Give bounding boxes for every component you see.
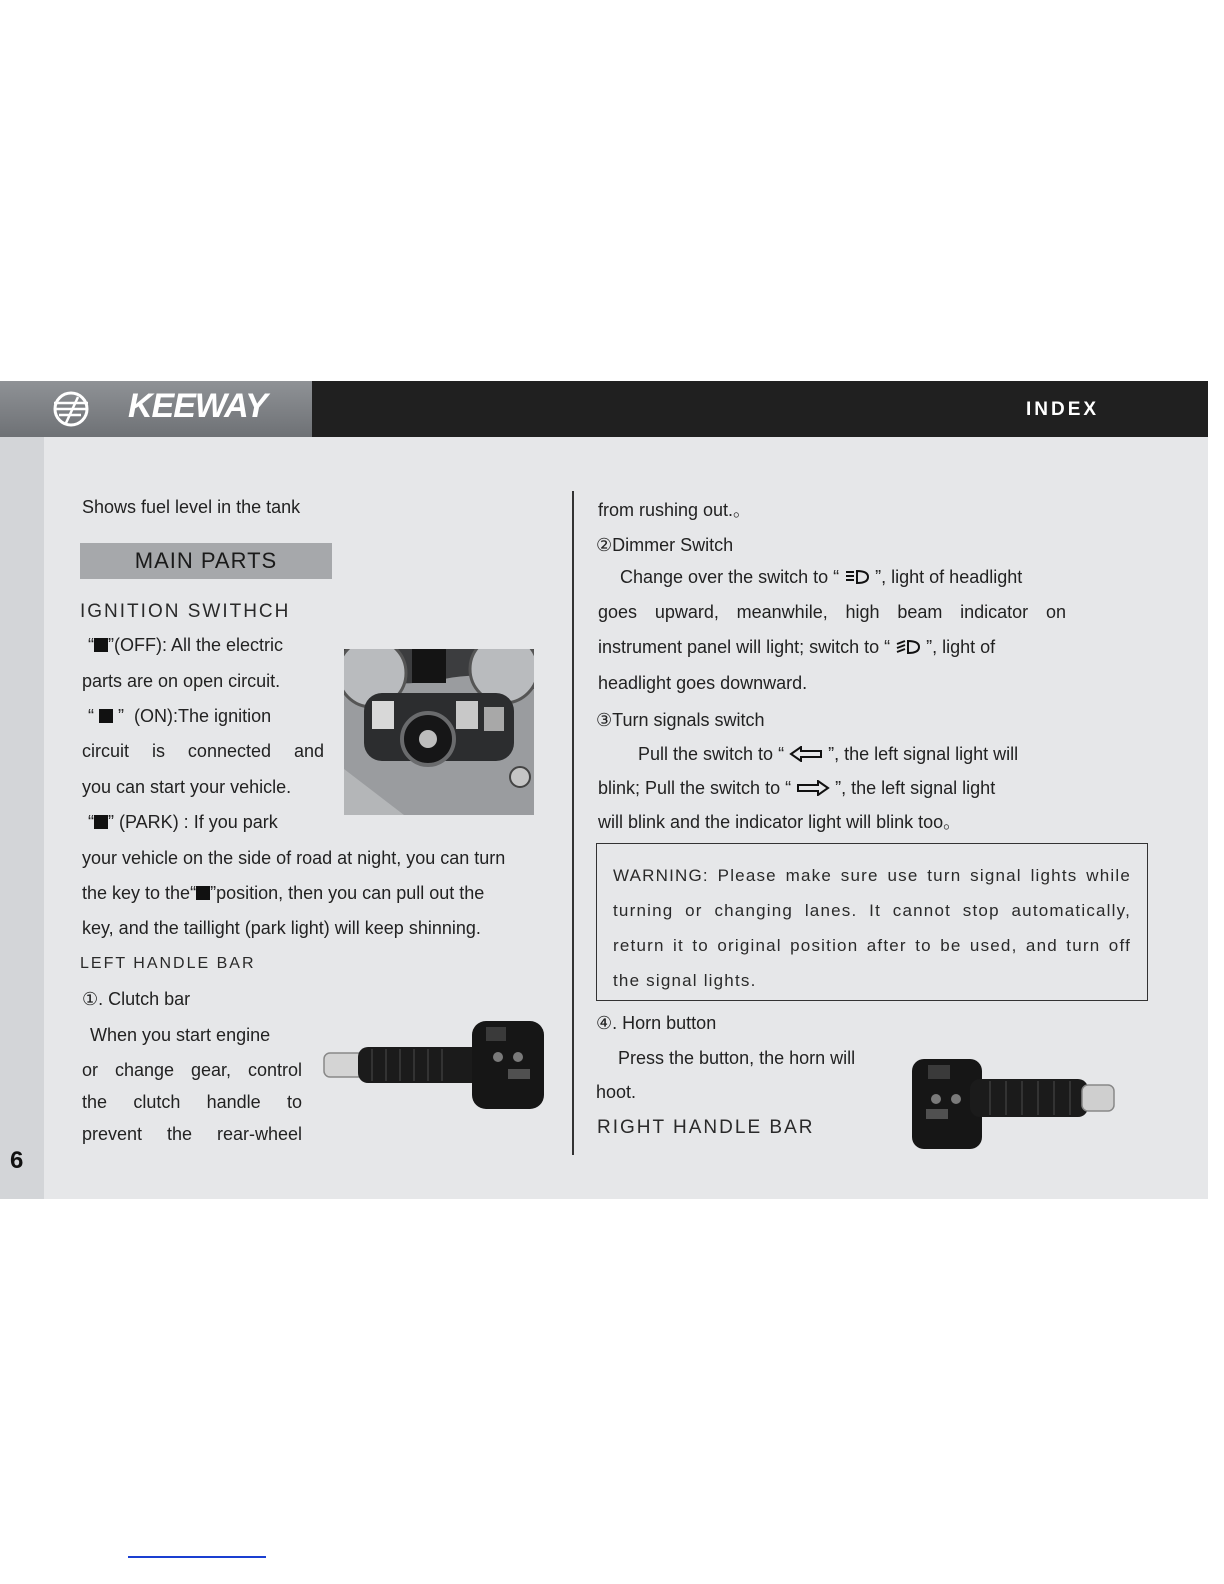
turn-1a: Pull the switch to “	[638, 744, 785, 764]
off-line-2: parts are on open circuit.	[82, 671, 281, 691]
off-line-1	[88, 634, 283, 656]
footer-link-underline	[128, 1556, 266, 1558]
black-square-icon	[94, 638, 108, 652]
continued-line: from rushing out.。	[598, 500, 752, 520]
high-beam-icon	[844, 569, 870, 585]
left-margin-strip	[0, 437, 44, 1199]
clutch-line-4: prevent the rear-wheel	[82, 1124, 302, 1144]
page-header	[0, 381, 1208, 437]
turn-line-3: will blink and the indicator light will blink too。	[598, 812, 962, 832]
close-quote: ”	[108, 812, 114, 832]
black-square-icon	[196, 886, 210, 900]
turn-title: ③Turn signals switch	[596, 710, 765, 730]
dimmer-line-3	[598, 636, 995, 658]
dimmer-1b: ”, light of headlight	[875, 567, 1023, 587]
section-label: INDEX	[1026, 399, 1100, 420]
brand-name: KEEWAY	[128, 387, 267, 425]
main-parts-title: MAIN PARTS	[80, 543, 332, 579]
right-handlebar-image	[910, 1049, 1116, 1153]
dimmer-3a: instrument panel will light; switch to “	[598, 637, 891, 657]
horn-title: ④. Horn button	[596, 1013, 717, 1033]
on-line-3: you can start your vehicle.	[82, 777, 292, 797]
open-quote: “	[88, 635, 94, 655]
clutch-title: ①. Clutch bar	[82, 989, 191, 1009]
warning-text: WARNING: Please make sure use turn signal lights while turning or changing lanes. It cannot stop automatically, return it to original position after to be used, and turn off the signal lights.	[613, 866, 1131, 990]
right-arrow-icon	[796, 780, 830, 796]
black-square-icon	[94, 815, 108, 829]
open-quote: “	[88, 812, 94, 832]
turn-line-1	[638, 743, 1018, 765]
low-beam-icon	[895, 639, 921, 655]
close-quote: ”	[118, 706, 125, 726]
intro-line: Shows fuel level in the tank	[82, 497, 301, 517]
park-text: (PARK) : If you park	[119, 812, 278, 832]
park-line-2: your vehicle on the side of road at night, you can turn	[82, 848, 506, 868]
turn-line-2	[598, 777, 995, 799]
column-divider	[572, 491, 574, 1155]
park-3a: the key to the	[82, 883, 191, 903]
clutch-line-1: When you start engine	[90, 1025, 271, 1045]
ignition-switch-photo	[344, 649, 534, 815]
left-arrow-icon	[789, 746, 823, 762]
left-handlebar-image	[322, 1009, 546, 1113]
dimmer-line-2: goes upward, meanwhile, high beam indicator on	[598, 602, 1066, 622]
park-line-3	[82, 882, 484, 904]
warning-box	[596, 843, 1148, 1001]
clutch-line-3: the clutch handle to	[82, 1092, 302, 1112]
black-square-icon	[99, 709, 113, 723]
clutch-line-2: or change gear, control	[82, 1060, 302, 1080]
dimmer-line-4: headlight goes downward.	[598, 673, 808, 693]
turn-2b: ”, the left signal light	[835, 778, 996, 798]
right-handle-heading: RIGHT HANDLE BAR	[597, 1117, 815, 1138]
park-3b: position, then you can pull out the	[216, 883, 485, 903]
park-line-4: key, and the taillight (park light) will keep shinning.	[82, 918, 481, 938]
right-handlebar-photo	[910, 1049, 1116, 1153]
close-quote: ”	[210, 883, 217, 903]
keeway-logo-icon	[48, 389, 94, 429]
dimmer-3b: ”, light of	[926, 637, 996, 657]
horn-line-2: hoot.	[596, 1082, 637, 1102]
left-handlebar-photo	[322, 1009, 546, 1113]
dimmer-1a: Change over the switch to “	[620, 567, 840, 587]
manual-page	[0, 381, 1208, 1199]
ignition-heading: IGNITION SWITHCH	[80, 601, 291, 622]
logo-block	[0, 381, 312, 437]
on-text: (ON):The ignition	[134, 706, 272, 726]
ignition-switch-image	[344, 649, 534, 815]
on-line-1	[88, 705, 271, 727]
dimmer-line-1	[620, 566, 1022, 588]
left-handle-heading: LEFT HANDLE BAR	[80, 955, 256, 972]
open-quote: “	[190, 883, 197, 903]
turn-1b: ”, the left signal light will	[828, 744, 1019, 764]
on-line-2: circuit is connected and	[82, 741, 324, 761]
off-text: (OFF): All the electric	[114, 635, 284, 655]
close-quote: ”	[108, 635, 114, 655]
park-line-1	[88, 811, 278, 833]
turn-2a: blink; Pull the switch to “	[598, 778, 792, 798]
horn-line-1: Press the button, the horn will	[618, 1048, 856, 1068]
dimmer-title: ②Dimmer Switch	[596, 535, 734, 555]
open-quote: “	[88, 706, 94, 726]
page-number: 6	[10, 1147, 24, 1174]
